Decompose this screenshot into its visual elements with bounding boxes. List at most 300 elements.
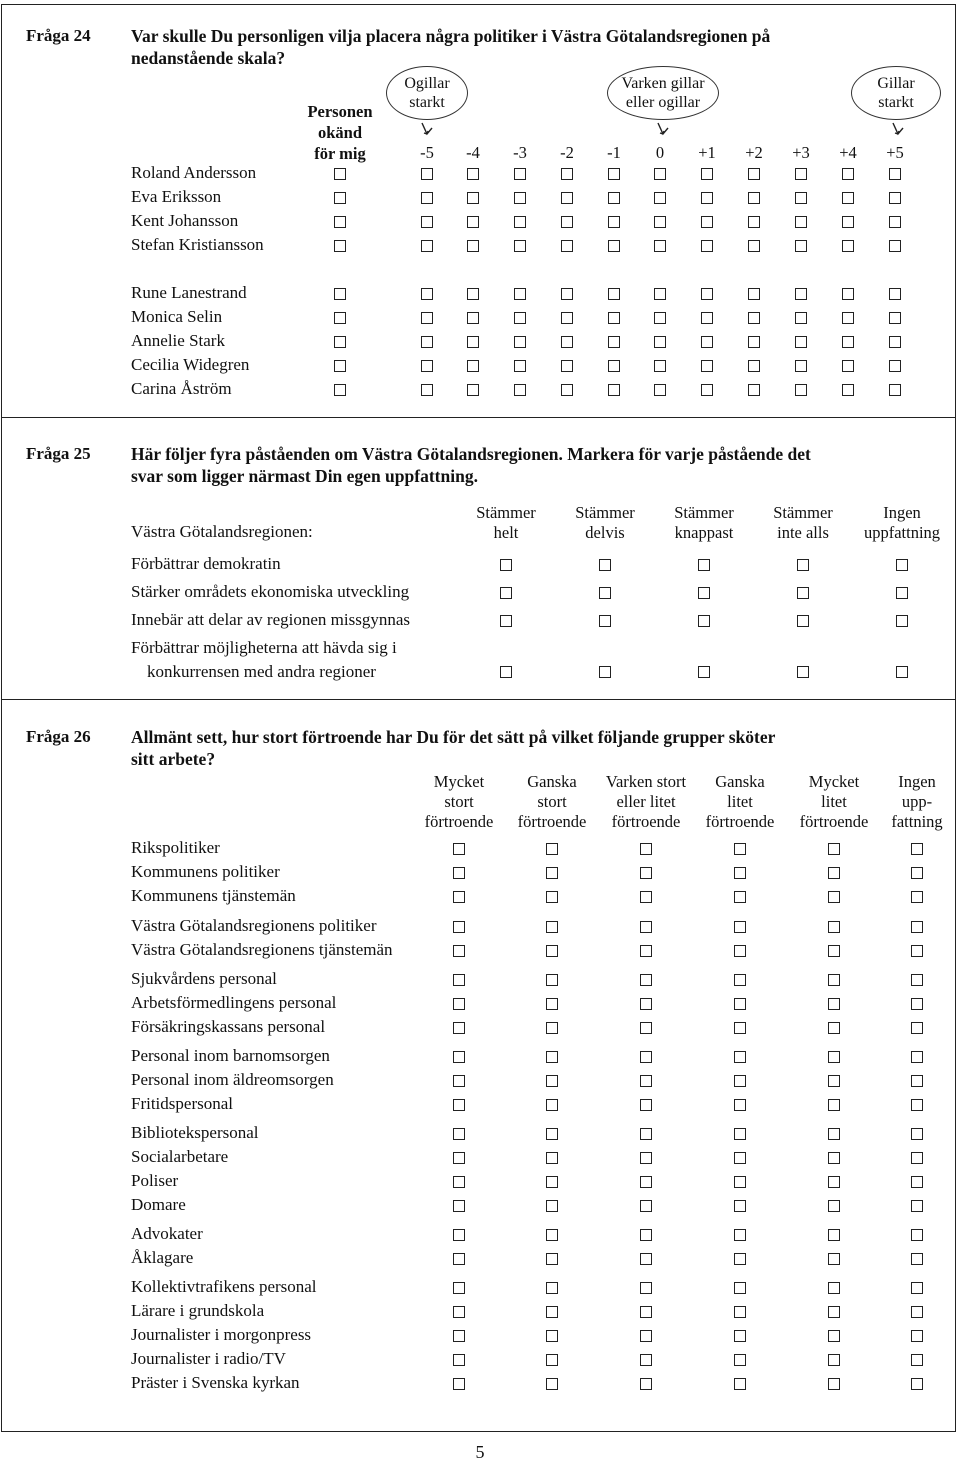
q24-scale-checkbox[interactable] [748,360,760,372]
q24-scale-label: -2 [560,143,574,162]
q24-scale-checkbox[interactable] [561,288,573,300]
q24-scale-checkbox[interactable] [421,240,433,252]
q24-scale-label: 0 [655,143,665,162]
q24-scale-checkbox[interactable] [795,384,807,396]
q24-scale-checkbox[interactable] [421,288,433,300]
q24-scale-checkbox[interactable] [842,240,854,252]
q24-scale-checkbox[interactable] [748,240,760,252]
q26-answer-checkbox[interactable] [828,891,840,903]
q24-scale-checkbox[interactable] [701,384,713,396]
q24-scale-checkbox[interactable] [701,168,713,180]
q24-scale-checkbox[interactable] [701,288,713,300]
q26-answer-checkbox[interactable] [828,1152,840,1164]
q26-answer-checkbox[interactable] [911,1330,923,1342]
q24-scale-checkbox[interactable] [467,168,479,180]
q26-group-label: Bibliotekspersonal [131,1123,259,1142]
q25-answer-checkbox[interactable] [797,615,809,627]
q25-answer-checkbox[interactable] [698,587,710,599]
q26-answer-checkbox[interactable] [734,1253,746,1265]
q26-answer-checkbox[interactable] [911,867,923,879]
q24-scale-checkbox[interactable] [467,192,479,204]
q26-answer-checkbox[interactable] [640,921,652,933]
q26-answer-checkbox[interactable] [828,1022,840,1034]
q26-answer-checkbox[interactable] [453,1128,465,1140]
q26-group-label: Kommunens politiker [131,862,280,881]
q25-number: Fråga 25 [26,444,91,463]
q26-answer-checkbox[interactable] [911,1354,923,1366]
q24-scale-checkbox[interactable] [467,216,479,228]
q26-column-header-line: Ganska [715,772,765,791]
q26-answer-checkbox[interactable] [911,1075,923,1087]
q25-answer-checkbox[interactable] [599,559,611,571]
q26-answer-checkbox[interactable] [546,1075,558,1087]
q24-scale-checkbox[interactable] [842,168,854,180]
q26-answer-checkbox[interactable] [828,998,840,1010]
q24-unknown-checkbox[interactable] [334,336,346,348]
q24-scale-checkbox[interactable] [748,336,760,348]
q26-answer-checkbox[interactable] [911,1128,923,1140]
q24-unknown-checkbox[interactable] [334,240,346,252]
q24-unknown-checkbox[interactable] [334,360,346,372]
q26-answer-checkbox[interactable] [828,1229,840,1241]
q26-answer-checkbox[interactable] [640,1330,652,1342]
q25-answer-checkbox[interactable] [500,559,512,571]
q26-group-label: Socialarbetare [131,1147,229,1166]
q26-answer-checkbox[interactable] [546,998,558,1010]
q24-scale-checkbox[interactable] [514,312,526,324]
q26-column-header-line: litet [821,792,847,811]
q24-scale-checkbox[interactable] [608,360,620,372]
q26-answer-checkbox[interactable] [546,891,558,903]
q26-answer-checkbox[interactable] [546,1330,558,1342]
q24-number: Fråga 24 [26,26,91,45]
q26-answer-checkbox[interactable] [546,1152,558,1164]
q26-answer-checkbox[interactable] [911,1200,923,1212]
q24-scale-checkbox[interactable] [889,192,901,204]
q26-answer-checkbox[interactable] [453,1152,465,1164]
q26-answer-checkbox[interactable] [828,1051,840,1063]
q24-scale-checkbox[interactable] [889,216,901,228]
q26-answer-checkbox[interactable] [640,945,652,957]
q26-answer-checkbox[interactable] [453,998,465,1010]
q26-answer-checkbox[interactable] [640,843,652,855]
q25-answer-checkbox[interactable] [896,615,908,627]
q24-scale-checkbox[interactable] [421,360,433,372]
q24-scale-checkbox[interactable] [701,216,713,228]
q26-answer-checkbox[interactable] [640,1378,652,1390]
q25-answer-checkbox[interactable] [797,587,809,599]
q26-answer-checkbox[interactable] [734,1075,746,1087]
q26-answer-checkbox[interactable] [640,1354,652,1366]
q26-answer-checkbox[interactable] [911,945,923,957]
q25-answer-checkbox[interactable] [500,587,512,599]
q26-answer-checkbox[interactable] [640,1152,652,1164]
q24-bubble-neutral-line1: Varken gillar [621,75,705,92]
q26-answer-checkbox[interactable] [453,1253,465,1265]
q26-answer-checkbox[interactable] [640,891,652,903]
q26-answer-checkbox[interactable] [453,867,465,879]
q25-answer-checkbox[interactable] [797,559,809,571]
q24-unknown-checkbox[interactable] [334,192,346,204]
q24-scale-checkbox[interactable] [701,312,713,324]
q24-scale-checkbox[interactable] [467,312,479,324]
q25-answer-checkbox[interactable] [599,666,611,678]
q26-answer-checkbox[interactable] [828,1378,840,1390]
q24-scale-checkbox[interactable] [514,240,526,252]
q26-answer-checkbox[interactable] [828,921,840,933]
q24-scale-checkbox[interactable] [795,192,807,204]
q24-bubble-neutral [607,66,719,120]
q24-scale-checkbox[interactable] [467,240,479,252]
q24-scale-checkbox[interactable] [421,384,433,396]
q26-answer-checkbox[interactable] [640,1176,652,1188]
q26-answer-checkbox[interactable] [911,1282,923,1294]
q24-scale-checkbox[interactable] [608,240,620,252]
q26-answer-checkbox[interactable] [453,1099,465,1111]
q26-answer-checkbox[interactable] [911,974,923,986]
q24-scale-checkbox[interactable] [795,336,807,348]
q24-scale-checkbox[interactable] [421,312,433,324]
q26-answer-checkbox[interactable] [640,1075,652,1087]
q24-scale-checkbox[interactable] [514,192,526,204]
q24-scale-label: +4 [839,143,857,162]
q24-scale-checkbox[interactable] [795,240,807,252]
q26-answer-checkbox[interactable] [453,945,465,957]
q24-scale-checkbox[interactable] [608,312,620,324]
q24-scale-checkbox[interactable] [467,360,479,372]
q26-group-label: Advokater [131,1224,203,1243]
q26-column-header [505,772,599,832]
q26-answer-checkbox[interactable] [734,921,746,933]
q24-scale-checkbox[interactable] [608,288,620,300]
q24-scale-checkbox[interactable] [889,168,901,180]
arrow-down-icon [655,122,671,138]
q24-scale-checkbox[interactable] [795,312,807,324]
q26-answer-checkbox[interactable] [546,1229,558,1241]
q26-answer-checkbox[interactable] [911,1176,923,1188]
q24-scale-checkbox[interactable] [701,360,713,372]
q24-scale-checkbox[interactable] [795,216,807,228]
q26-answer-checkbox[interactable] [828,1200,840,1212]
q26-answer-checkbox[interactable] [911,1229,923,1241]
q26-answer-checkbox[interactable] [453,1282,465,1294]
separator-q25-q26 [2,699,955,700]
q26-answer-checkbox[interactable] [828,1128,840,1140]
q26-answer-checkbox[interactable] [640,1099,652,1111]
q24-scale-checkbox[interactable] [654,288,666,300]
q25-column-header [550,503,660,543]
q26-answer-checkbox[interactable] [828,1282,840,1294]
q26-answer-checkbox[interactable] [453,1330,465,1342]
q24-unknown-checkbox[interactable] [334,168,346,180]
q24-question-line1: Var skulle Du personligen vilja placera några politiker i Västra Götalandsregionen på [131,26,771,46]
q24-scale-checkbox[interactable] [561,384,573,396]
q24-unknown-header-line3: för mig [314,144,366,163]
q26-answer-checkbox[interactable] [453,1075,465,1087]
q26-answer-checkbox[interactable] [546,1176,558,1188]
q26-answer-checkbox[interactable] [828,1306,840,1318]
q26-answer-checkbox[interactable] [911,921,923,933]
q26-answer-checkbox[interactable] [828,1354,840,1366]
q24-scale-checkbox[interactable] [654,192,666,204]
q25-answer-checkbox[interactable] [896,587,908,599]
q26-answer-checkbox[interactable] [640,998,652,1010]
q26-answer-checkbox[interactable] [640,1253,652,1265]
q25-answer-checkbox[interactable] [599,587,611,599]
q26-answer-checkbox[interactable] [640,867,652,879]
q24-scale-checkbox[interactable] [654,336,666,348]
q26-answer-checkbox[interactable] [453,843,465,855]
q24-scale-checkbox[interactable] [889,360,901,372]
q24-scale-checkbox[interactable] [561,192,573,204]
q25-answer-checkbox[interactable] [599,615,611,627]
q24-unknown-checkbox[interactable] [334,384,346,396]
q26-answer-checkbox[interactable] [828,1253,840,1265]
q26-answer-checkbox[interactable] [546,1128,558,1140]
separator-q24-q25 [2,417,955,418]
q24-scale-checkbox[interactable] [795,168,807,180]
q26-answer-checkbox[interactable] [734,1282,746,1294]
q24-scale-checkbox[interactable] [654,360,666,372]
q26-answer-checkbox[interactable] [453,1378,465,1390]
arrow-down-icon [419,122,435,138]
q24-scale-checkbox[interactable] [561,216,573,228]
q26-answer-checkbox[interactable] [911,1306,923,1318]
q26-answer-checkbox[interactable] [734,945,746,957]
q26-answer-checkbox[interactable] [734,1378,746,1390]
q26-answer-checkbox[interactable] [911,1022,923,1034]
q24-scale-checkbox[interactable] [608,216,620,228]
q25-answer-checkbox[interactable] [698,559,710,571]
q24-scale-checkbox[interactable] [561,360,573,372]
q26-answer-checkbox[interactable] [546,843,558,855]
q24-scale-checkbox[interactable] [608,384,620,396]
q25-answer-checkbox[interactable] [698,666,710,678]
q24-scale-checkbox[interactable] [748,216,760,228]
q26-answer-checkbox[interactable] [734,1200,746,1212]
q25-column-header [847,503,957,543]
q24-scale-checkbox[interactable] [467,336,479,348]
q25-answer-checkbox[interactable] [797,666,809,678]
q26-answer-checkbox[interactable] [911,1099,923,1111]
q26-answer-checkbox[interactable] [546,945,558,957]
q24-scale-checkbox[interactable] [654,240,666,252]
q25-answer-checkbox[interactable] [896,666,908,678]
q26-answer-checkbox[interactable] [546,867,558,879]
q24-unknown-checkbox[interactable] [334,312,346,324]
q26-answer-checkbox[interactable] [453,1306,465,1318]
q26-answer-checkbox[interactable] [734,974,746,986]
q26-answer-checkbox[interactable] [453,891,465,903]
q26-answer-checkbox[interactable] [911,1378,923,1390]
page-number: 5 [475,1442,485,1462]
q24-scale-checkbox[interactable] [842,336,854,348]
q26-answer-checkbox[interactable] [546,921,558,933]
q26-answer-checkbox[interactable] [640,1128,652,1140]
q26-answer-checkbox[interactable] [546,1378,558,1390]
q25-answer-checkbox[interactable] [500,666,512,678]
q26-column-header-line: Ganska [527,772,577,791]
q26-column-header-line: förtroende [705,812,775,831]
q26-answer-checkbox[interactable] [640,1200,652,1212]
q26-answer-checkbox[interactable] [734,1152,746,1164]
q26-answer-checkbox[interactable] [734,1051,746,1063]
q26-answer-checkbox[interactable] [911,1152,923,1164]
q24-scale-checkbox[interactable] [701,192,713,204]
q26-answer-checkbox[interactable] [546,1099,558,1111]
q24-scale-checkbox[interactable] [514,336,526,348]
q26-answer-checkbox[interactable] [828,1099,840,1111]
q24-scale-checkbox[interactable] [561,240,573,252]
q26-answer-checkbox[interactable] [453,1176,465,1188]
q24-scale-checkbox[interactable] [514,360,526,372]
q26-answer-checkbox[interactable] [546,1253,558,1265]
q26-answer-checkbox[interactable] [546,974,558,986]
q26-answer-checkbox[interactable] [453,1229,465,1241]
q26-answer-checkbox[interactable] [734,867,746,879]
q24-scale-checkbox[interactable] [608,168,620,180]
q26-answer-checkbox[interactable] [453,921,465,933]
q24-bubble-like-line2: starkt [878,94,914,111]
q26-answer-checkbox[interactable] [546,1354,558,1366]
q24-scale-checkbox[interactable] [561,336,573,348]
q26-answer-checkbox[interactable] [734,1306,746,1318]
q24-unknown-header [300,101,380,164]
q24-scale-checkbox[interactable] [795,288,807,300]
q26-answer-checkbox[interactable] [640,974,652,986]
q24-scale-checkbox[interactable] [608,192,620,204]
q24-scale-checkbox[interactable] [701,240,713,252]
q24-scale-checkbox[interactable] [889,240,901,252]
q24-scale-checkbox[interactable] [842,288,854,300]
q24-scale-checkbox[interactable] [514,384,526,396]
q26-answer-checkbox[interactable] [453,1051,465,1063]
q24-scale-checkbox[interactable] [889,312,901,324]
q26-answer-checkbox[interactable] [640,1306,652,1318]
q24-scale-checkbox[interactable] [514,168,526,180]
q24-scale-checkbox[interactable] [889,384,901,396]
q26-answer-checkbox[interactable] [828,843,840,855]
q24-scale-checkbox[interactable] [889,288,901,300]
q26-answer-checkbox[interactable] [734,1354,746,1366]
q26-answer-checkbox[interactable] [734,998,746,1010]
q26-answer-checkbox[interactable] [546,1200,558,1212]
q26-answer-checkbox[interactable] [911,998,923,1010]
q26-answer-checkbox[interactable] [640,1051,652,1063]
q26-answer-checkbox[interactable] [828,1176,840,1188]
q26-answer-checkbox[interactable] [640,1022,652,1034]
q26-answer-checkbox[interactable] [546,1051,558,1063]
q26-answer-checkbox[interactable] [734,1099,746,1111]
q24-scale-checkbox[interactable] [467,288,479,300]
q24-scale-checkbox[interactable] [842,192,854,204]
q24-scale-checkbox[interactable] [842,216,854,228]
q26-group-label: Lärare i grundskola [131,1301,265,1320]
q24-scale-checkbox[interactable] [654,384,666,396]
q26-answer-checkbox[interactable] [828,974,840,986]
q24-scale-checkbox[interactable] [421,336,433,348]
q24-scale-checkbox[interactable] [654,168,666,180]
q26-answer-checkbox[interactable] [546,1022,558,1034]
q26-answer-checkbox[interactable] [453,1200,465,1212]
q26-answer-checkbox[interactable] [734,843,746,855]
q26-group-label: Fritidspersonal [131,1094,233,1113]
q26-answer-checkbox[interactable] [734,891,746,903]
q26-answer-checkbox[interactable] [828,945,840,957]
q25-column-header-line: delvis [585,523,625,542]
q25-question [131,443,811,487]
q25-answer-checkbox[interactable] [698,615,710,627]
q25-statement: Stärker områdets ekonomiska utveckling [131,582,410,601]
q24-scale-checkbox[interactable] [748,288,760,300]
q26-answer-checkbox[interactable] [734,1128,746,1140]
q24-scale-checkbox[interactable] [842,384,854,396]
q24-unknown-checkbox[interactable] [334,216,346,228]
q26-answer-checkbox[interactable] [734,1176,746,1188]
q24-scale-checkbox[interactable] [748,168,760,180]
q24-scale-checkbox[interactable] [608,336,620,348]
q24-scale-checkbox[interactable] [421,168,433,180]
q24-scale-checkbox[interactable] [654,312,666,324]
q26-answer-checkbox[interactable] [734,1330,746,1342]
q26-answer-checkbox[interactable] [911,891,923,903]
q24-scale-checkbox[interactable] [514,288,526,300]
q24-scale-checkbox[interactable] [421,216,433,228]
q24-scale-checkbox[interactable] [889,336,901,348]
q26-answer-checkbox[interactable] [640,1229,652,1241]
q25-column-header [649,503,759,543]
q24-scale-checkbox[interactable] [842,312,854,324]
q24-scale-checkbox[interactable] [748,312,760,324]
q24-scale-checkbox[interactable] [795,360,807,372]
q26-column-header-line: förtroende [611,812,681,831]
q25-answer-checkbox[interactable] [896,559,908,571]
q26-column-header-line: fattning [891,812,943,831]
q26-answer-checkbox[interactable] [734,1022,746,1034]
q26-answer-checkbox[interactable] [734,1229,746,1241]
q24-scale-checkbox[interactable] [561,168,573,180]
q26-answer-checkbox[interactable] [546,1282,558,1294]
q24-scale-checkbox[interactable] [561,312,573,324]
q26-answer-checkbox[interactable] [546,1306,558,1318]
q26-answer-checkbox[interactable] [911,1253,923,1265]
q24-scale-checkbox[interactable] [842,360,854,372]
q26-answer-checkbox[interactable] [453,974,465,986]
q26-answer-checkbox[interactable] [828,1075,840,1087]
q26-answer-checkbox[interactable] [640,1282,652,1294]
q26-answer-checkbox[interactable] [453,1022,465,1034]
q25-column-header [451,503,561,543]
q24-scale-checkbox[interactable] [748,384,760,396]
q25-answer-checkbox[interactable] [500,615,512,627]
q26-answer-checkbox[interactable] [911,843,923,855]
q26-answer-checkbox[interactable] [453,1354,465,1366]
q24-bubble-like-line1: Gillar [877,75,915,92]
q24-scale-checkbox[interactable] [467,384,479,396]
q24-scale-checkbox[interactable] [701,336,713,348]
q24-scale-checkbox[interactable] [654,216,666,228]
q24-scale-checkbox[interactable] [421,192,433,204]
q24-unknown-checkbox[interactable] [334,288,346,300]
q26-question-line1: Allmänt sett, hur stort förtroende har Du för det sätt på vilket följande grupper sköter [131,727,776,747]
q26-answer-checkbox[interactable] [828,867,840,879]
q24-scale-label: +3 [792,143,810,162]
q24-scale-checkbox[interactable] [514,216,526,228]
q24-scale-checkbox[interactable] [748,192,760,204]
q26-answer-checkbox[interactable] [911,1051,923,1063]
q26-column-header-line: förtroende [424,812,494,831]
q26-answer-checkbox[interactable] [828,1330,840,1342]
